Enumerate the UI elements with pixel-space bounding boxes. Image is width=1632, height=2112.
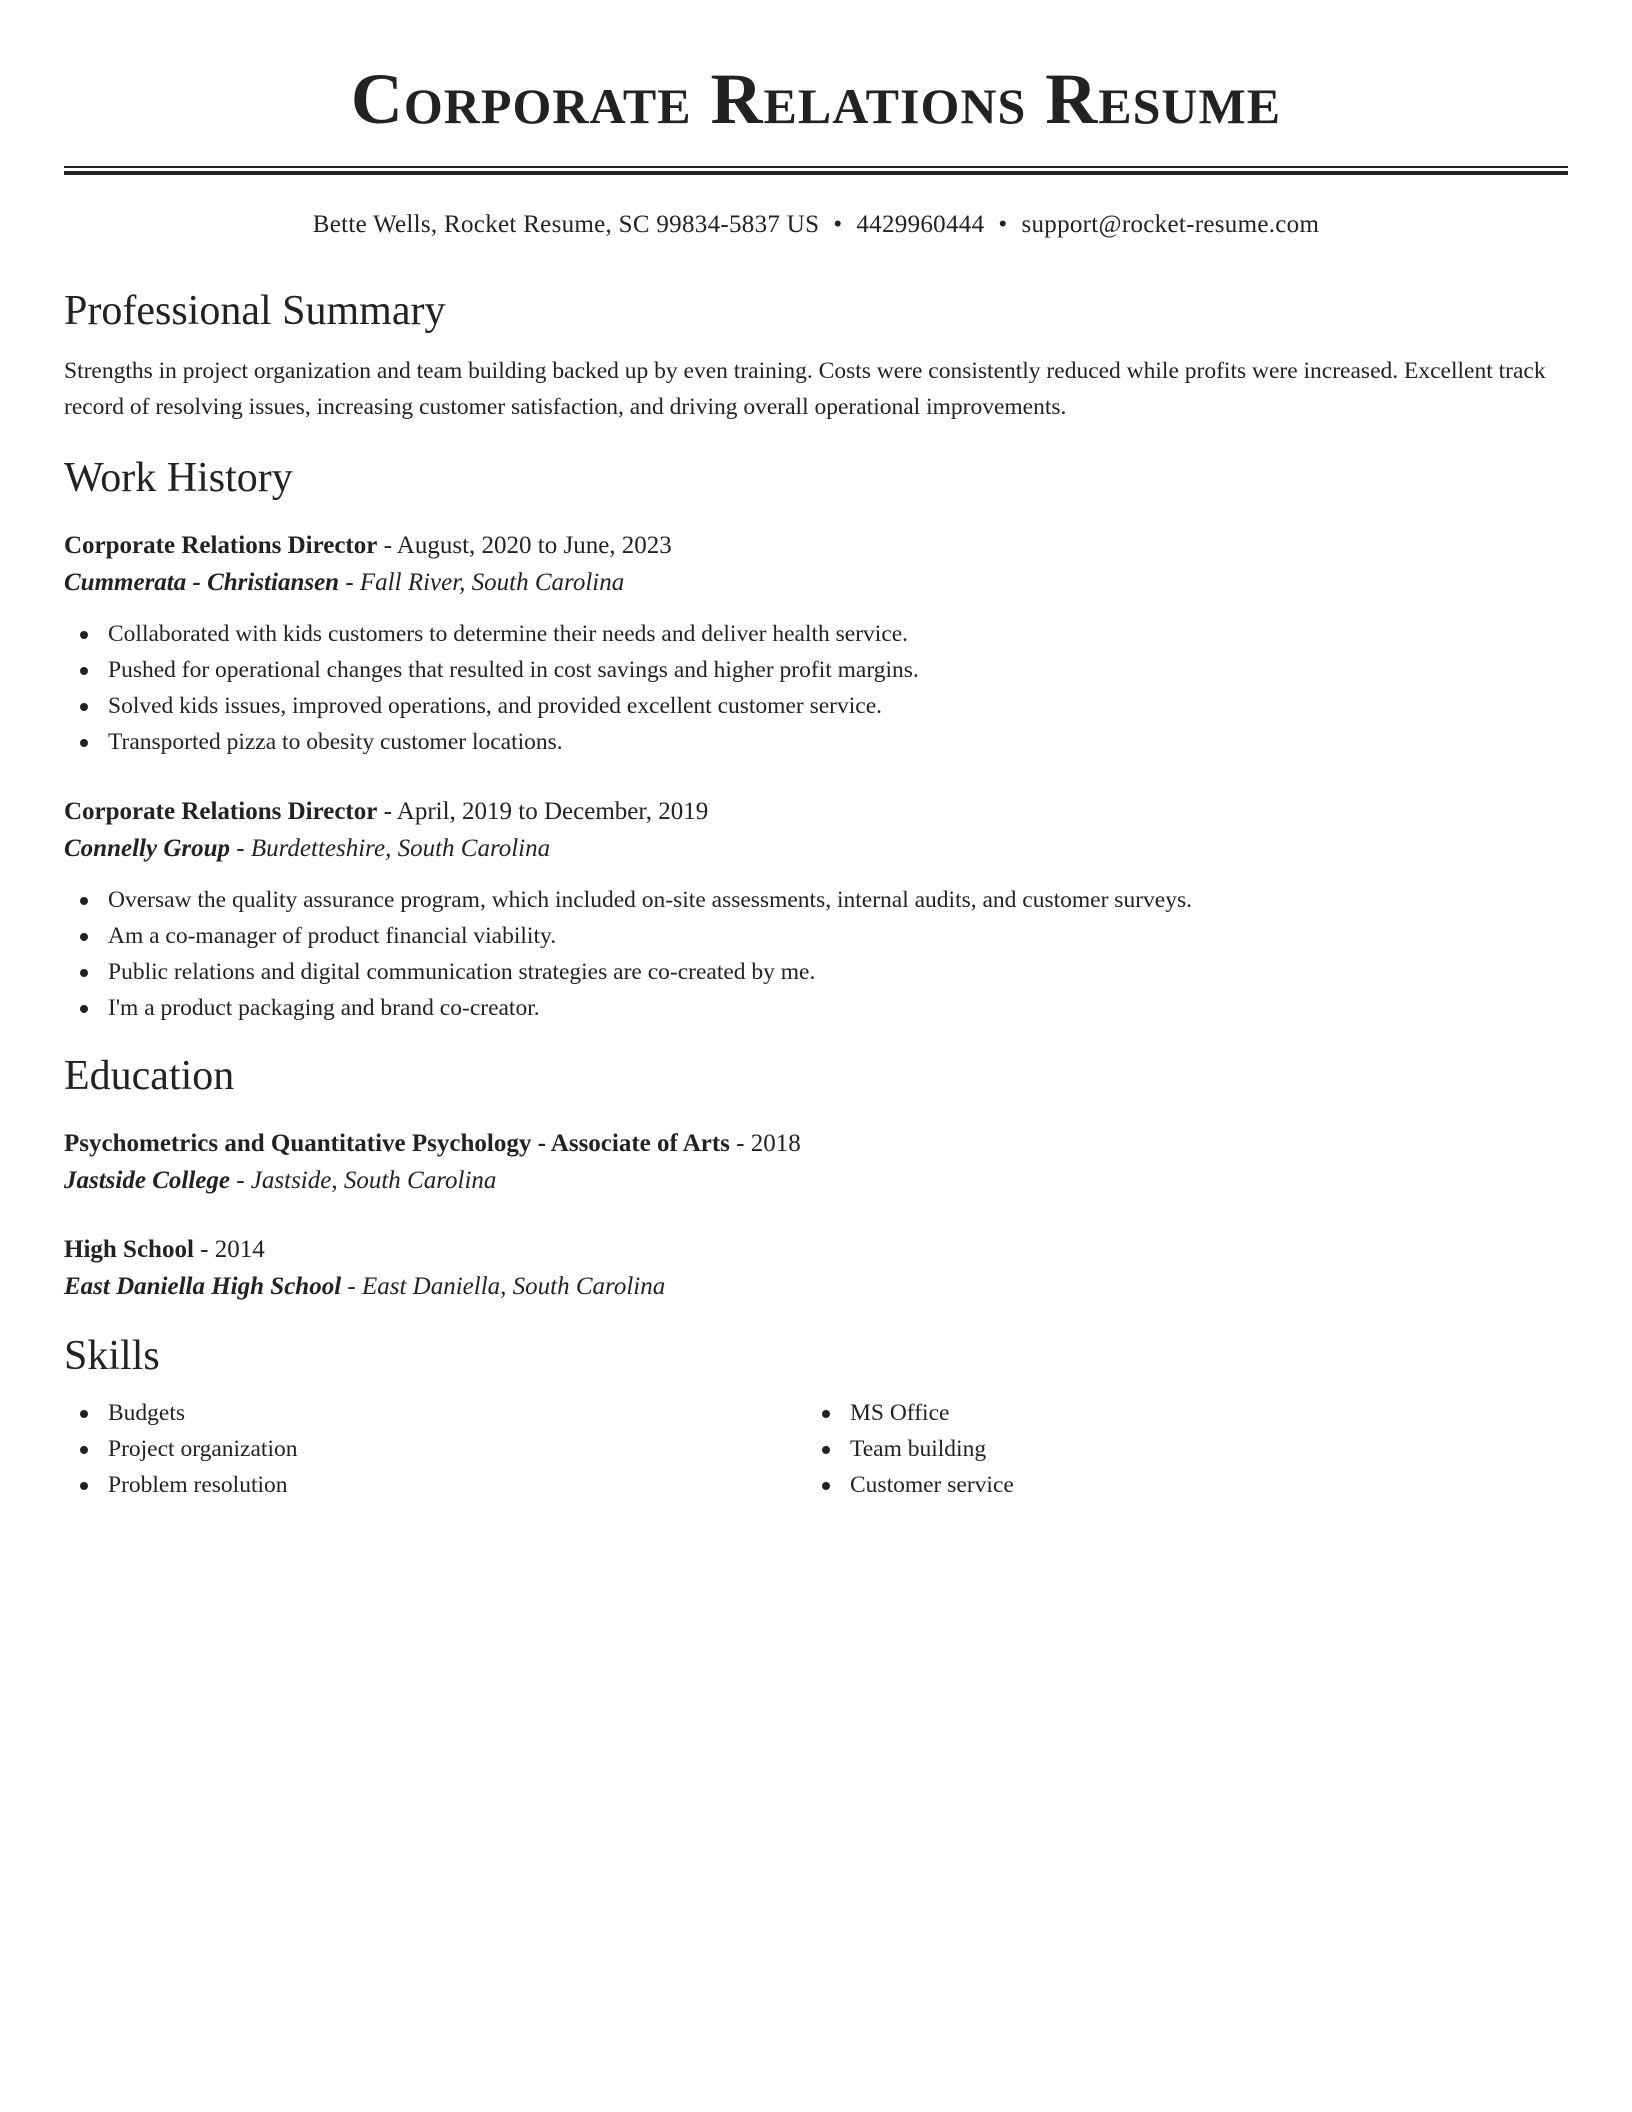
education-school: East Daniella High School xyxy=(64,1273,342,1300)
skill-item: MS Office xyxy=(806,1395,1548,1431)
education-year: - 2018 xyxy=(729,1130,801,1157)
skill-item: Customer service xyxy=(806,1467,1548,1503)
job-employer xyxy=(64,830,1568,868)
job-location: - Fall River, South Carolina xyxy=(339,569,625,596)
contact-separator: • xyxy=(998,211,1008,238)
job-company: Connelly Group xyxy=(64,835,231,862)
job-header xyxy=(64,528,1568,564)
skill-item: Team building xyxy=(806,1431,1548,1467)
education-header xyxy=(64,1126,1568,1162)
contact-email: support@rocket-resume.com xyxy=(1021,211,1320,238)
job-entry xyxy=(64,528,1568,760)
job-duty: Collaborated with kids customers to determine their needs and deliver health service. xyxy=(64,616,1568,652)
skills-list xyxy=(64,1395,1568,1503)
job-duty: I'm a product packaging and brand co-creator. xyxy=(64,990,1568,1026)
resume-title: Corporate Relations Resume xyxy=(350,59,1282,139)
education-school-line xyxy=(64,1268,1568,1306)
contact-phone: 4429960444 xyxy=(856,211,985,238)
education-school-line xyxy=(64,1162,1568,1200)
education-location: - East Daniella, South Carolina xyxy=(341,1273,666,1300)
job-header xyxy=(64,794,1568,830)
education-location: - Jastside, South Carolina xyxy=(229,1167,497,1194)
job-employer xyxy=(64,564,1568,602)
contact-info xyxy=(64,209,1568,241)
job-dates: - August, 2020 to June, 2023 xyxy=(377,532,672,559)
job-company: Cummerata - Christiansen xyxy=(64,569,340,596)
skills-column-left xyxy=(64,1395,806,1503)
education-degree: High School xyxy=(64,1236,194,1263)
work-history-heading: Work History xyxy=(64,455,293,501)
skills-heading: Skills xyxy=(64,1333,160,1379)
skill-item: Budgets xyxy=(64,1395,806,1431)
contact-address: Bette Wells, Rocket Resume, SC 99834-5837 US xyxy=(312,211,820,238)
skills-column-right xyxy=(806,1395,1548,1503)
job-duty: Pushed for operational changes that resulted in cost savings and higher profit margins. xyxy=(64,652,1568,688)
education-heading: Education xyxy=(64,1053,235,1099)
job-dates: - April, 2019 to December, 2019 xyxy=(377,798,709,825)
skill-item: Problem resolution xyxy=(64,1467,806,1503)
job-title: Corporate Relations Director xyxy=(64,532,378,559)
job-duty: Oversaw the quality assurance program, which included on-site assessments, internal audits, and customer surveys. xyxy=(64,882,1568,918)
education-year: - 2014 xyxy=(193,1236,265,1263)
job-entry xyxy=(64,794,1568,1026)
education-entry xyxy=(64,1126,1568,1200)
job-duties-list xyxy=(64,882,1568,1026)
summary-heading: Professional Summary xyxy=(64,288,446,334)
education-header xyxy=(64,1232,1568,1268)
title-divider xyxy=(64,166,1568,175)
job-duty: Solved kids issues, improved operations, and provided excellent customer service. xyxy=(64,688,1568,724)
contact-separator: • xyxy=(833,211,843,238)
education-school: Jastside College xyxy=(64,1167,230,1194)
job-duty: Public relations and digital communication strategies are co-created by me. xyxy=(64,954,1568,990)
summary-text: Strengths in project organization and team building backed up by even training. Costs were consistently reduced while profits were increased. Excellent track record of resolving issues, increasing customer satisfaction, and driving overall operational improvements. xyxy=(64,358,1546,420)
job-duties-list xyxy=(64,616,1568,760)
education-degree: Psychometrics and Quantitative Psychology - Associate of Arts xyxy=(64,1130,730,1157)
job-duty: Am a co-manager of product financial viability. xyxy=(64,918,1568,954)
skill-item: Project organization xyxy=(64,1431,806,1467)
job-location: - Burdetteshire, South Carolina xyxy=(230,835,551,862)
job-title: Corporate Relations Director xyxy=(64,798,378,825)
education-entry xyxy=(64,1232,1568,1306)
job-duty: Transported pizza to obesity customer locations. xyxy=(64,724,1568,760)
